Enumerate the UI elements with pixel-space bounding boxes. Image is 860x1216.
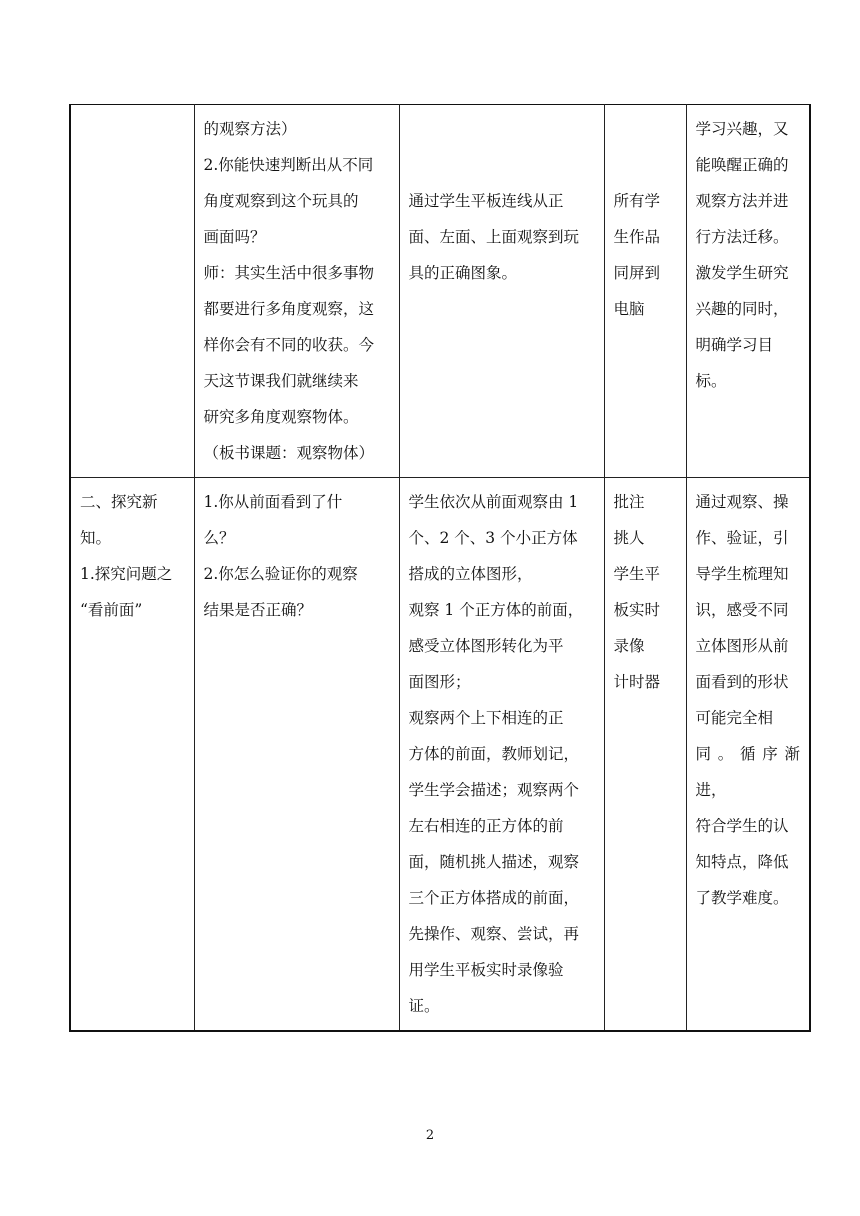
cell-text-line: 么？ — [203, 529, 235, 547]
cell-text-line: 批注 — [613, 493, 645, 511]
cell-text-line: 学生学会描述；观察两个 — [408, 781, 580, 799]
cell-text-line: 面、左面、上面观察到玩 — [408, 228, 580, 246]
student-activity-cell — [399, 478, 604, 1032]
cell-text-line: 的观察方法） — [203, 120, 297, 138]
cell-text-line: 学生平 — [613, 565, 661, 583]
cell-text-line: 用学生平板实时录像验 — [408, 961, 564, 979]
cell-text-line: 角度观察到这个玩具的 — [203, 192, 359, 210]
cell-text-line: 标。 — [695, 372, 727, 390]
stage-cell — [70, 105, 194, 478]
cell-text-line: 1.你从前面看到了什 — [203, 493, 343, 511]
cell-text-line — [409, 147, 595, 183]
cell-text-line: 先操作、观察、尝试，再 — [408, 925, 580, 943]
cell-text-line: 行方法迁移。 — [695, 228, 789, 246]
cell-text-line: 作、验证，引 — [695, 529, 789, 547]
cell-text-line: 识，感受不同 — [695, 601, 789, 619]
cell-text-line: 学习兴趣，又 — [695, 120, 789, 138]
cell-text-line: 画面吗？ — [203, 228, 266, 246]
cell-text-line: 所有学 — [613, 192, 661, 210]
cell-text-line: 三个正方体搭成的前面， — [408, 889, 580, 907]
cell-text-line: 面，随机挑人描述，观察 — [408, 853, 580, 871]
cell-text-line — [614, 111, 677, 147]
cell-text-line: 研究多角度观察物体。 — [203, 408, 359, 426]
page-number: 2 — [425, 1128, 435, 1143]
cell-text-line: 面图形； — [408, 673, 471, 691]
cell-text-line: 方体的前面，教师划记， — [408, 745, 580, 763]
design-intent-cell — [686, 105, 810, 478]
cell-text-line: 能唤醒正确的 — [695, 156, 789, 174]
cell-text-line: 板实时 — [613, 601, 661, 619]
cell-text-line: 二、探究新 — [80, 493, 158, 511]
design-intent-cell — [686, 478, 810, 1032]
table-row — [70, 478, 810, 1032]
cell-text-line: 证。 — [408, 997, 440, 1015]
cell-text-line: 都要进行多角度观察，这 — [203, 300, 375, 318]
teacher-activity-cell — [194, 478, 399, 1032]
cell-text-line: 具的正确图象。 — [408, 264, 518, 282]
cell-text-line: 结果是否正确？ — [203, 601, 313, 619]
cell-text-line — [409, 111, 595, 147]
cell-text-line: 通过观察、操 — [695, 493, 789, 511]
cell-text-line — [614, 147, 677, 183]
cell-text-line: 同屏到 — [613, 264, 661, 282]
cell-text-line: 导学生梳理知 — [695, 565, 789, 583]
cell-text-line: 样你会有不同的收获。今 — [203, 336, 375, 354]
cell-text-line: 电脑 — [613, 300, 645, 318]
cell-text-line: 知。 — [80, 529, 112, 547]
cell-text-line: 师：其实生活中很多事物 — [203, 264, 375, 282]
cell-text-line: “看前面” — [80, 601, 143, 619]
cell-text-line: 2.你怎么验证你的观察 — [203, 565, 358, 583]
cell-text-line: 立体图形从前 — [695, 637, 789, 655]
cell-text-line: 激发学生研究 — [695, 264, 789, 282]
cell-text-line: 观察 1 个正方体的前面， — [408, 601, 584, 619]
cell-text-line: （板书课题：观察物体） — [203, 444, 375, 462]
cell-text-line: 录像 — [613, 637, 645, 655]
cell-text-line: 明确学习目 — [695, 336, 774, 354]
cell-text-line: 通过学生平板连线从正 — [408, 192, 564, 210]
lesson-plan-table — [69, 104, 811, 1032]
tech-support-cell — [604, 478, 686, 1032]
cell-text-line: 知特点，降低 — [695, 853, 789, 871]
cell-text-line: 了教学难度。 — [695, 889, 789, 907]
cell-text-line: 计时器 — [613, 673, 661, 691]
cell-text-line: 观察方法并进 — [695, 192, 789, 210]
teacher-activity-cell — [194, 105, 399, 478]
cell-text-line: 学生依次从前面观察由 1 — [408, 493, 579, 511]
cell-text-line: 搭成的立体图形， — [408, 565, 533, 583]
stage-cell — [70, 478, 194, 1032]
cell-text-line: 2.你能快速判断出从不同 — [203, 156, 374, 174]
cell-text-line: 面看到的形状 — [695, 673, 789, 691]
cell-text-line: 兴趣的同时， — [695, 300, 789, 318]
cell-text-line: 天这节课我们就继续来 — [203, 372, 359, 390]
cell-text-line: 感受立体图形转化为平 — [408, 637, 564, 655]
cell-text-line: 同。循序渐进， — [695, 745, 800, 799]
student-activity-cell — [399, 105, 604, 478]
cell-text-line: 左右相连的正方体的前 — [408, 817, 564, 835]
cell-text-line: 符合学生的认 — [695, 817, 789, 835]
cell-text-line: 个、2 个、3 个小正方体 — [408, 529, 578, 547]
table-row — [70, 105, 810, 478]
tech-support-cell — [604, 105, 686, 478]
cell-text-line: 挑人 — [613, 529, 645, 547]
cell-text-line: 1.探究问题之 — [80, 565, 173, 583]
cell-text-line: 生作品 — [613, 228, 661, 246]
cell-text-line: 观察两个上下相连的正 — [408, 709, 564, 727]
cell-text-line: 可能完全相 — [695, 709, 774, 727]
